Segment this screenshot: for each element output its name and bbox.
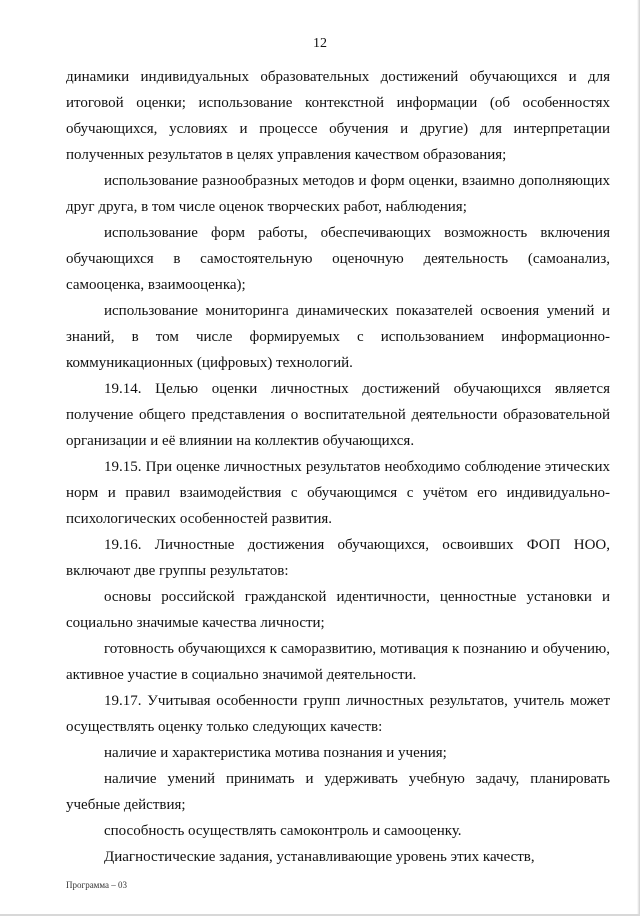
- paragraph: наличие и характеристика мотива познания и учения;: [104, 745, 447, 761]
- paragraph-continuation: динамики индивидуальных образовательных достижений обучающихся и для итоговой оценки; использование контекстной информации (об особенностях обучающихся, условиях и процессе обучения и другие) для интерпретации полученных результатов в целях управления качеством образования;: [66, 69, 610, 163]
- paragraph: использование разнообразных методов и форм оценки, взаимно дополняющих друг друга, в том числе оценок творческих работ, наблюдения;: [66, 173, 610, 215]
- paragraph: основы российской гражданской идентичности, ценностные установки и социально значимые качества личности;: [66, 589, 610, 631]
- page-number: 12: [313, 36, 327, 51]
- paragraph: наличие умений принимать и удерживать учебную задачу, планировать учебные действия;: [66, 771, 610, 813]
- paragraph: готовность обучающихся к саморазвитию, мотивация к познанию и обучению, активное участие в социально значимой деятельности.: [66, 641, 610, 683]
- paragraph: использование форм работы, обеспечивающих возможность включения обучающихся в самостоятельную оценочную деятельность (самоанализ, самооценка, взаимооценка);: [66, 225, 610, 293]
- paragraph: Диагностические задания, устанавливающие уровень этих качеств,: [104, 849, 535, 865]
- document-body: [66, 64, 610, 870]
- paragraph: способность осуществлять самоконтроль и самооценку.: [104, 823, 462, 839]
- section-19-16: 19.16. Личностные достижения обучающихся, освоивших ФОП НОО, включают две группы результатов:: [66, 537, 610, 579]
- section-19-17: 19.17. Учитывая особенности групп личностных результатов, учитель может осуществлять оценку только следующих качеств:: [66, 693, 610, 735]
- paragraph: использование мониторинга динамических показателей освоения умений и знаний, в том числе формируемых с использованием информационно-коммуникационных (цифровых) технологий.: [66, 303, 610, 371]
- section-19-14: 19.14. Целью оценки личностных достижений обучающихся является получение общего представления о воспитательной деятельности образовательной организации и её влиянии на коллектив обучающихся.: [66, 381, 610, 449]
- section-19-15: 19.15. При оценке личностных результатов необходимо соблюдение этических норм и правил взаимодействия с обучающимся с учётом его индивидуально-психологических особенностей развития.: [66, 459, 610, 527]
- page-footer: Программа – 03: [66, 880, 128, 890]
